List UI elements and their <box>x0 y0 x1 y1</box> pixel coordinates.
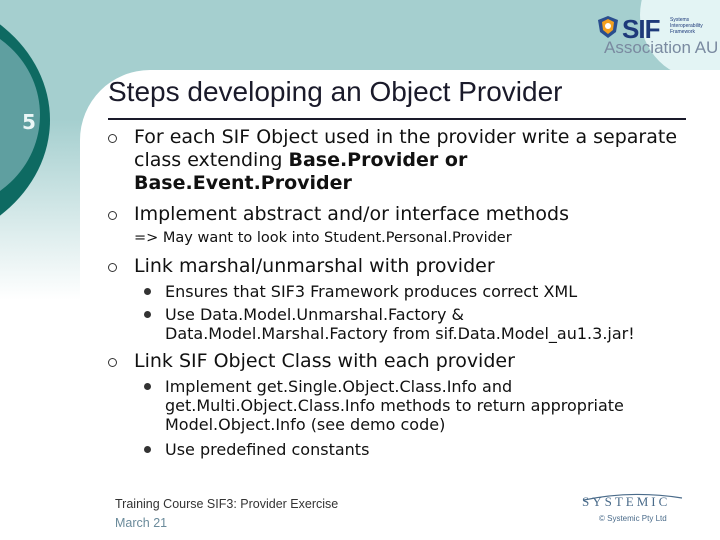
filled-bullet-icon <box>144 288 151 295</box>
bullet-note: => May want to look into Student.Personal.Provider <box>134 230 512 246</box>
sub-bullet-text: Use predefined constants <box>165 440 370 459</box>
logo-tagline: Systems Interoperability Framework <box>670 17 703 35</box>
bullet-item <box>134 203 569 226</box>
hollow-bullet-icon <box>108 211 117 220</box>
bullet-item <box>134 126 679 195</box>
footer-course: Training Course SIF3: Provider Exercise <box>115 497 339 511</box>
sub-bullet-item <box>165 377 685 434</box>
logo-brand: SIF <box>622 14 660 44</box>
sif-logo <box>596 12 719 62</box>
sub-bullet-item <box>165 282 577 301</box>
sub-bullet-text: Ensures that SIF3 Framework produces correct XML <box>165 282 578 301</box>
bullet-item <box>134 350 515 373</box>
bullet-bold-text: Base.Provider or Base.Event.Provider <box>134 149 468 194</box>
sub-bullet-item <box>165 440 369 459</box>
logo-association: Association AU <box>604 38 719 57</box>
bullet-text: Implement abstract and/or interface methods <box>134 203 569 225</box>
sub-bullet-text: Use Data.Model.Unmarshal.Factory & Data.Model.Marshal.Factory from sif.Data.Model_au1.3.jar! <box>165 305 635 343</box>
bullet-text: Link SIF Object Class with each provider <box>134 350 515 372</box>
footer-date: March 21 <box>115 516 168 530</box>
filled-bullet-icon <box>144 311 151 318</box>
hollow-bullet-icon <box>108 134 117 143</box>
slide-title: Steps developing an Object Provider <box>108 76 563 107</box>
bullet-item <box>134 255 495 278</box>
sub-bullet-item <box>165 305 685 343</box>
systemic-logo: SYSTEMIC <box>582 494 671 509</box>
hollow-bullet-icon <box>108 263 117 272</box>
filled-bullet-icon <box>144 446 151 453</box>
bullet-text: Link marshal/unmarshal with provider <box>134 255 495 277</box>
sub-bullet-text: Implement get.Single.Object.Class.Info and get.Multi.Object.Class.Info methods to return appropriate Model.Object.Info (see demo code) <box>165 377 624 434</box>
slide-number: 5 <box>22 110 36 134</box>
copyright-text: © Systemic Pty Ltd <box>599 514 667 523</box>
bullet-text: For each SIF Object used in the provider write a separate class extending <box>134 126 678 171</box>
hollow-bullet-icon <box>108 358 117 367</box>
filled-bullet-icon <box>144 383 151 390</box>
title-divider <box>108 118 686 120</box>
